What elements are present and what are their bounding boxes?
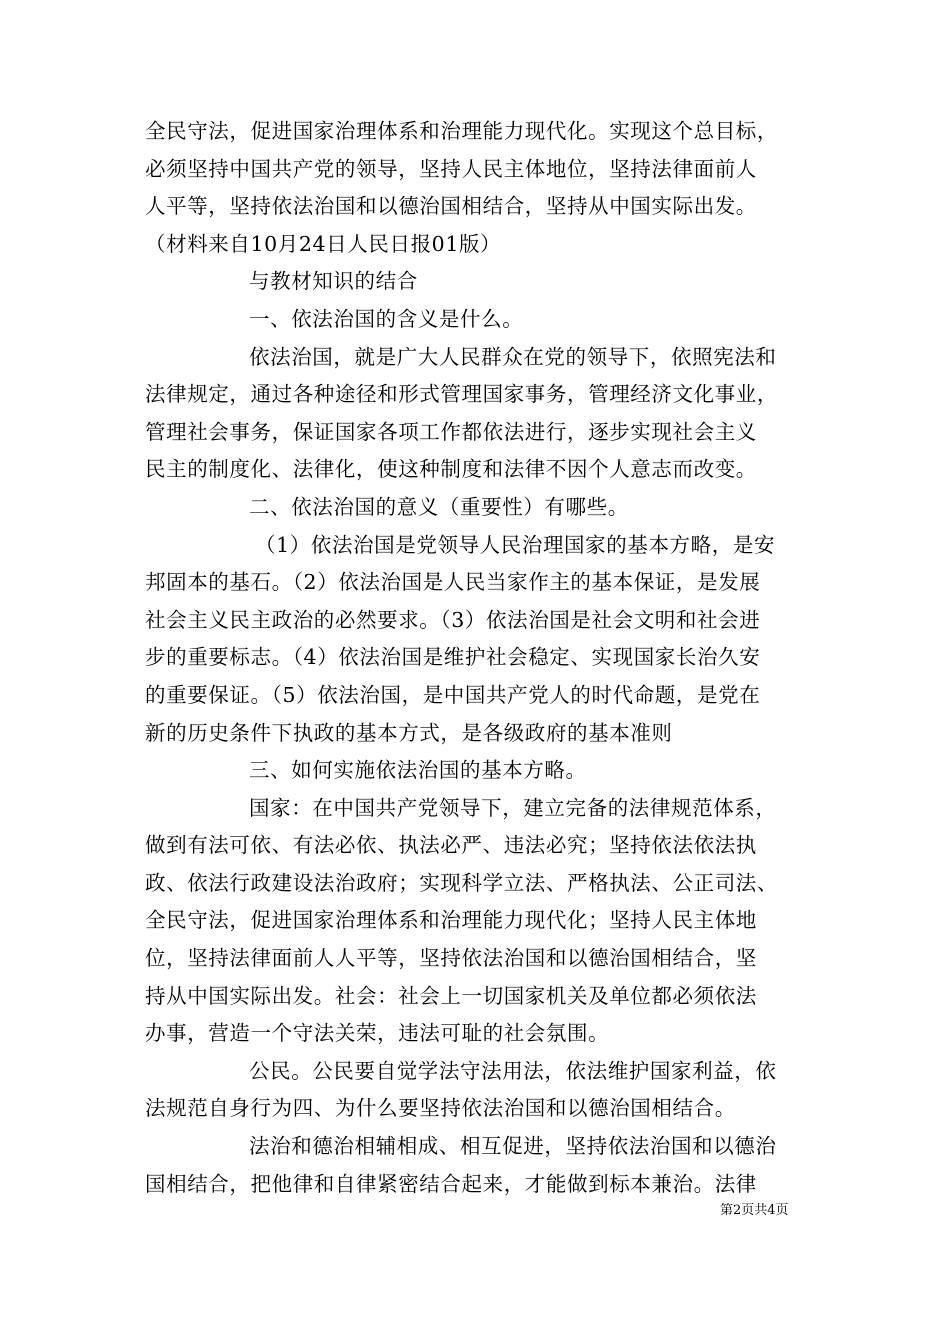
section-heading: 与教材知识的结合 bbox=[249, 269, 418, 294]
page-number: 第2页共4页 bbox=[720, 1203, 789, 1218]
text-line: 做到有法可依、有法必依、执法必严、违法必究；坚持依法依法执 bbox=[145, 833, 757, 858]
text-line: 国家：在中国共产党领导下，建立完备的法律规范体系， bbox=[249, 795, 777, 820]
text-line: 政、依法行政建设法治政府；实现科学立法、严格执法、公正司法、 bbox=[145, 870, 778, 895]
text-line: 民主的制度化、法律化，使这种制度和法律不因个人意志而改变。 bbox=[145, 457, 757, 482]
text-line: 人平等，坚持依法治国和以德治国相结合，坚持从中国实际出发。 bbox=[145, 194, 757, 219]
text-line: 位，坚持法律面前人人平等，坚持依法治国和以德治国相结合，坚 bbox=[145, 946, 757, 971]
text-line: 的重要保证。（5）依法治国，是中国共产党人的时代命题，是党在 bbox=[145, 682, 761, 707]
text-line: 依法治国，就是广大人民群众在党的领导下，依照宪法和 bbox=[249, 344, 777, 369]
document-body bbox=[145, 113, 821, 1203]
text-line: 邦固本的基石。（2）依法治国是人民当家作主的基本保证，是发展 bbox=[145, 570, 761, 595]
question-heading-2: 二、依法治国的意义（重要性）有哪些。 bbox=[249, 494, 629, 519]
text-line: 持从中国实际出发。社会：社会上一切国家机关及单位都必须依法 bbox=[145, 983, 757, 1008]
question-heading-3: 三、如何实施依法治国的基本方略。 bbox=[249, 758, 587, 783]
source-note: （材料来自10月24日人民日报01版） bbox=[145, 231, 502, 256]
text-line: 法规范自身行为四、为什么要坚持依法治国和以德治国相结合。 bbox=[145, 1096, 736, 1121]
text-line: 法律规定，通过各种途径和形式管理国家事务，管理经济文化事业， bbox=[145, 382, 778, 407]
text-line: 办事，营造一个守法关荣，违法可耻的社会氛围。 bbox=[145, 1021, 610, 1046]
text-line: （1）依法治国是党领导人民治理国家的基本方略，是安 bbox=[255, 532, 776, 557]
text-line: 全民守法，促进国家治理体系和治理能力现代化。实现这个总目标， bbox=[145, 119, 778, 143]
text-line: 步的重要标志。（4）依法治国是维护社会稳定、实现国家长治久安 bbox=[145, 645, 761, 670]
text-line: 必须坚持中国共产党的领导，坚持人民主体地位，坚持法律面前人 bbox=[145, 156, 757, 181]
text-line: 管理社会事务，保证国家各项工作都依法进行，逐步实现社会主义 bbox=[145, 419, 757, 444]
text-line: 新的历史条件下执政的基本方式，是各级政府的基本准则 bbox=[145, 720, 673, 745]
text-line: 社会主义民主政治的必然要求。（3）依法治国是社会文明和社会进 bbox=[145, 607, 761, 632]
question-heading-1: 一、依法治国的含义是什么。 bbox=[249, 306, 524, 331]
text-line: 公民。公民要自觉学法守法用法，依法维护国家利益，依 bbox=[249, 1058, 777, 1083]
text-line: 国相结合，把他律和自律紧密结合起来，才能做到标本兼治。法律 bbox=[145, 1171, 757, 1196]
text-line: 全民守法，促进国家治理体系和治理能力现代化；坚持人民主体地 bbox=[145, 908, 757, 933]
text-line: 法治和德治相辅相成、相互促进，坚持依法治国和以德治 bbox=[249, 1134, 777, 1159]
